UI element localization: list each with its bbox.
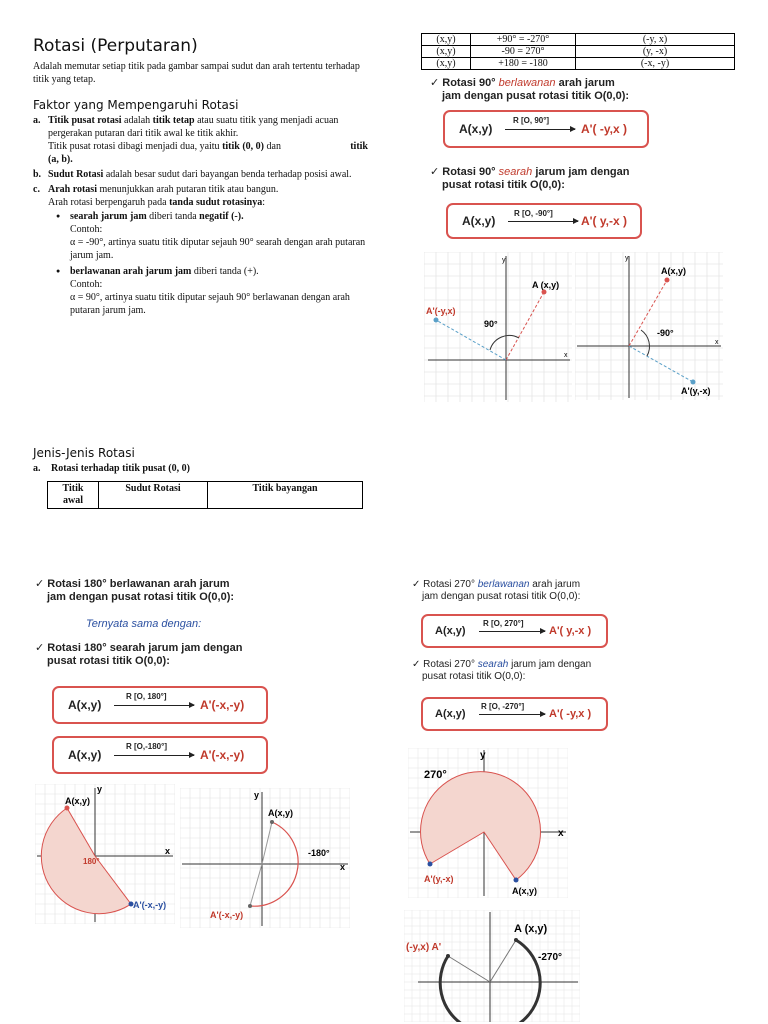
label-a: A(x,y)	[268, 808, 294, 818]
r180-formula-1	[52, 686, 268, 724]
label-ap: A'(y,-x)	[681, 386, 711, 396]
r270-ccw-arrow	[479, 631, 545, 632]
factor-c-line2-colon: :	[262, 197, 266, 208]
r90-cw-post: jarum jam dengan	[532, 166, 630, 178]
bullet-2-contoh: Contoh:	[70, 279, 103, 290]
rotation-table-row	[422, 34, 735, 46]
label-angle: 180°	[83, 857, 100, 866]
point-ap	[434, 318, 439, 323]
r270-cw-left: A(x,y)	[435, 708, 466, 720]
label-y: y	[480, 750, 486, 761]
r90-ccw-pre: ✓ Rotasi 90°	[430, 77, 499, 89]
r90-cw-arrow	[508, 221, 578, 222]
label-angle: -180°	[308, 848, 330, 858]
r270-cw-result: A'( -y,x )	[549, 708, 592, 720]
r270-ccw-graph	[408, 748, 568, 898]
r180-cw-line1: ✓ Rotasi 180° searah jarum jam dengan	[35, 642, 243, 654]
factor-a-line3: (a, b).	[48, 154, 73, 165]
label-angle: 270°	[424, 769, 447, 781]
factor-a-text: adalah	[121, 115, 153, 126]
label-x: x	[558, 828, 564, 839]
rotation-table	[421, 33, 735, 70]
factor-a-line2-mid: dan	[264, 141, 281, 152]
rotation-table-cell: -90 = 270°	[471, 46, 576, 58]
r90-cw-graph	[575, 252, 723, 400]
label-x: x	[340, 862, 346, 872]
label-a: A(x,y)	[65, 796, 91, 806]
bullet-1-text: diberi tanda	[146, 211, 200, 222]
factor-a-bold2: titik tetap	[152, 115, 195, 126]
r270-cw-hl: searah	[477, 659, 509, 670]
point-ap	[691, 380, 696, 385]
r270-ccw-label: R [O, 270°]	[483, 619, 524, 628]
rotation-table-cell: (-x, -y)	[576, 58, 735, 70]
bullet-1-bold2: negatif (-).	[199, 211, 244, 222]
factor-b-marker: b.	[33, 169, 42, 180]
r270-cw-label: R [O, -270°]	[481, 702, 525, 711]
point-a	[514, 878, 519, 883]
label-angle: 90°	[484, 319, 498, 329]
point-a	[665, 278, 670, 283]
r90-ccw-post: arah jarum	[555, 77, 615, 89]
grid	[404, 910, 580, 1022]
r180-f2-label: R [O,-180°]	[126, 742, 167, 751]
jenis-a-text: Rotasi terhadap titik pusat (0, 0)	[51, 463, 190, 474]
r180-formula-2	[52, 736, 268, 774]
bullet-2-text: diberi tanda (+).	[191, 266, 259, 277]
label-x: x	[715, 339, 719, 346]
jenis-a-marker: a.	[33, 463, 41, 474]
r270-cw-pre: ✓ Rotasi 270°	[412, 659, 478, 670]
point-a	[514, 938, 518, 942]
base-table-h3: Titik bayangan	[208, 482, 363, 509]
r90-ccw-label: R [O, 90°]	[513, 116, 550, 125]
r90-cw-text	[430, 166, 660, 192]
factor-heading: Faktor yang Mempengaruhi Rotasi	[33, 98, 239, 112]
factor-b-bold: Sudut Rotasi	[48, 169, 104, 180]
r270-cw-graph	[404, 910, 580, 1022]
r270-cw-post: jarum jam dengan	[508, 659, 592, 670]
label-x: x	[165, 846, 171, 856]
factor-a-marker: a.	[33, 115, 41, 126]
rotation-table-cell: (x,y)	[422, 34, 471, 46]
r90-cw-label: R [O, -90°]	[514, 209, 553, 218]
label-a: A(x,y)	[661, 266, 687, 276]
r180-ccw-text	[35, 578, 275, 604]
r90-ccw-result: A'( -y,x )	[581, 122, 627, 136]
label-y: y	[97, 784, 103, 794]
r180-f1-arrow	[114, 705, 194, 706]
rotation-table-cell: (y, -x)	[576, 46, 735, 58]
factor-a-line2-bold2: titik	[350, 141, 368, 152]
r270-cw-line2: pusat rotasi titik O(0,0):	[422, 671, 526, 682]
point-a	[65, 806, 70, 811]
r90-cw-line2: pusat rotasi titik O(0,0):	[442, 179, 565, 191]
rotation-table-row	[422, 46, 735, 58]
label-a: A (x,y)	[514, 923, 548, 935]
bullet-1-example: α = -90°, artinya suatu titik diputar sejauh 90° searah dengan arah putaran jarum jam.	[70, 237, 366, 261]
r180-f2-arrow	[114, 755, 194, 756]
rotation-table-cell: (-y, x)	[576, 34, 735, 46]
rotation-table-cell: (x,y)	[422, 46, 471, 58]
r270-ccw-line2: jam dengan pusat rotasi titik O(0,0):	[422, 591, 581, 602]
r180-cw-graph	[180, 788, 350, 928]
r180-cw-text	[35, 642, 275, 668]
bullet-1	[70, 210, 368, 223]
r90-cw-result: A'( y,-x )	[581, 214, 627, 228]
page-title: Rotasi (Perputaran)	[33, 36, 198, 56]
r180-f1-result: A'(-x,-y)	[200, 698, 245, 712]
base-table-h1: Titik awal	[48, 482, 99, 509]
r180-f1-left: A(x,y)	[68, 698, 102, 712]
factor-c-bold: Arah rotasi	[48, 184, 97, 195]
r180-ccw-line2: jam dengan pusat rotasi titik O(0,0):	[47, 591, 235, 603]
label-y: y	[254, 790, 260, 800]
label-ap: A'(y,-x)	[424, 874, 454, 884]
label-ap: (-y,x) A'	[406, 942, 442, 953]
rotation-table-row	[422, 58, 735, 70]
factor-a-text2: atau suatu titik yang menjadi acuan pergerakan putaran dari titik awal ke titik akhir.	[48, 115, 339, 139]
angle-arc	[641, 330, 649, 356]
r90-cw-hl: searah	[498, 166, 533, 178]
r270-cw-text	[412, 659, 632, 683]
factor-a-bold: Titik pusat rotasi	[48, 115, 122, 126]
r270-ccw-result: A'( y,-x )	[549, 625, 592, 637]
r180-same: Ternyata sama dengan:	[86, 618, 202, 630]
point-a	[542, 290, 547, 295]
r270-ccw-text	[412, 579, 632, 603]
r270-ccw-formula	[421, 614, 608, 648]
factor-c-text: menunjukkan arah putaran titik atau bangun.	[96, 184, 279, 195]
r90-cw-formula	[446, 203, 642, 239]
bullet-1-contoh: Contoh:	[70, 224, 103, 235]
r180-f2-result: A'(-x,-y)	[200, 748, 245, 762]
jenis-a	[33, 462, 190, 475]
label-ap: A'(-y,x)	[426, 306, 456, 316]
point-ap	[428, 862, 433, 867]
base-table-h2: Sudut Rotasi	[99, 482, 208, 509]
r90-ccw-left: A(x,y)	[459, 122, 493, 136]
label-angle: -270°	[538, 952, 563, 963]
r90-ccw-formula	[443, 110, 649, 148]
r90-ccw-hl: berlawanan	[498, 77, 556, 89]
factor-c-line2-bold: tanda sudut rotasinya	[169, 197, 263, 208]
r270-ccw-left: A(x,y)	[435, 625, 466, 637]
r270-ccw-post: arah jarum	[529, 579, 581, 590]
bullet-2	[70, 265, 368, 278]
segment-a	[506, 292, 544, 360]
segment-a	[490, 940, 516, 982]
bullet-2-example: α = 90°, artinya suatu titik diputar sejauh 90° berlawanan dengan arah putaran jarum jam.	[70, 292, 350, 316]
rotation-table-cell: +180 = -180	[471, 58, 576, 70]
label-ap: A'(-x,-y)	[133, 900, 167, 910]
label-angle: -90°	[657, 328, 674, 338]
jenis-heading: Jenis-Jenis Rotasi	[33, 446, 135, 460]
r90-ccw-graph	[424, 252, 572, 402]
factor-list	[33, 114, 368, 317]
factor-c-line2: Arah rotasi berpengaruh pada	[48, 197, 170, 208]
r180-cw-line2: pusat rotasi titik O(0,0):	[47, 655, 170, 667]
rotation-table-cell: (x,y)	[422, 58, 471, 70]
label-y: y	[502, 257, 506, 264]
label-x: x	[564, 352, 568, 359]
r270-ccw-pre: ✓ Rotasi 270°	[412, 579, 478, 590]
label-a: A(x,y)	[512, 886, 538, 896]
factor-b-text: adalah besar sudut dari bayangan benda terhadap posisi awal.	[103, 169, 352, 180]
r180-f2-left: A(x,y)	[68, 748, 102, 762]
point-a	[270, 820, 274, 824]
label-y: y	[625, 255, 629, 262]
rotation-table-cell: +90° = -270°	[471, 34, 576, 46]
bullet-1-bold: searah jarum jam	[70, 211, 147, 222]
factor-a-line2-bold: titik (0, 0)	[222, 141, 265, 152]
r90-ccw-text	[430, 77, 660, 103]
point-ap	[446, 954, 450, 958]
r270-cw-formula	[421, 697, 608, 731]
grid	[180, 788, 350, 928]
point-ap	[248, 904, 252, 908]
intro-text: Adalah memutar setiap titik pada gambar sampai sudut dan arah tertentu terhadap titik yang tetap.	[33, 61, 360, 85]
bullet-2-bold: berlawanan arah jarum jam	[70, 266, 192, 277]
r90-ccw-line2: jam dengan pusat rotasi titik O(0,0):	[442, 90, 630, 102]
base-table	[47, 481, 363, 509]
grid	[424, 252, 572, 402]
grid	[575, 252, 723, 400]
r90-ccw-arrow	[505, 129, 575, 130]
label-ap: A'(-x,-y)	[210, 910, 244, 920]
label-a: A (x,y)	[532, 280, 560, 290]
r90-cw-left: A(x,y)	[462, 214, 496, 228]
r270-ccw-hl: berlawanan	[477, 579, 530, 590]
factor-a-line2: Titik pusat rotasi dibagi menjadi dua, yaitu	[48, 141, 223, 152]
r180-ccw-graph	[35, 784, 175, 924]
factor-c-marker: c.	[33, 184, 40, 195]
segment-ap	[629, 346, 693, 382]
r270-cw-arrow	[479, 714, 545, 715]
r180-f1-label: R [O, 180°]	[126, 692, 167, 701]
r90-cw-pre: ✓ Rotasi 90°	[430, 166, 499, 178]
r180-ccw-line1: ✓ Rotasi 180° berlawanan arah jarum	[35, 578, 230, 590]
